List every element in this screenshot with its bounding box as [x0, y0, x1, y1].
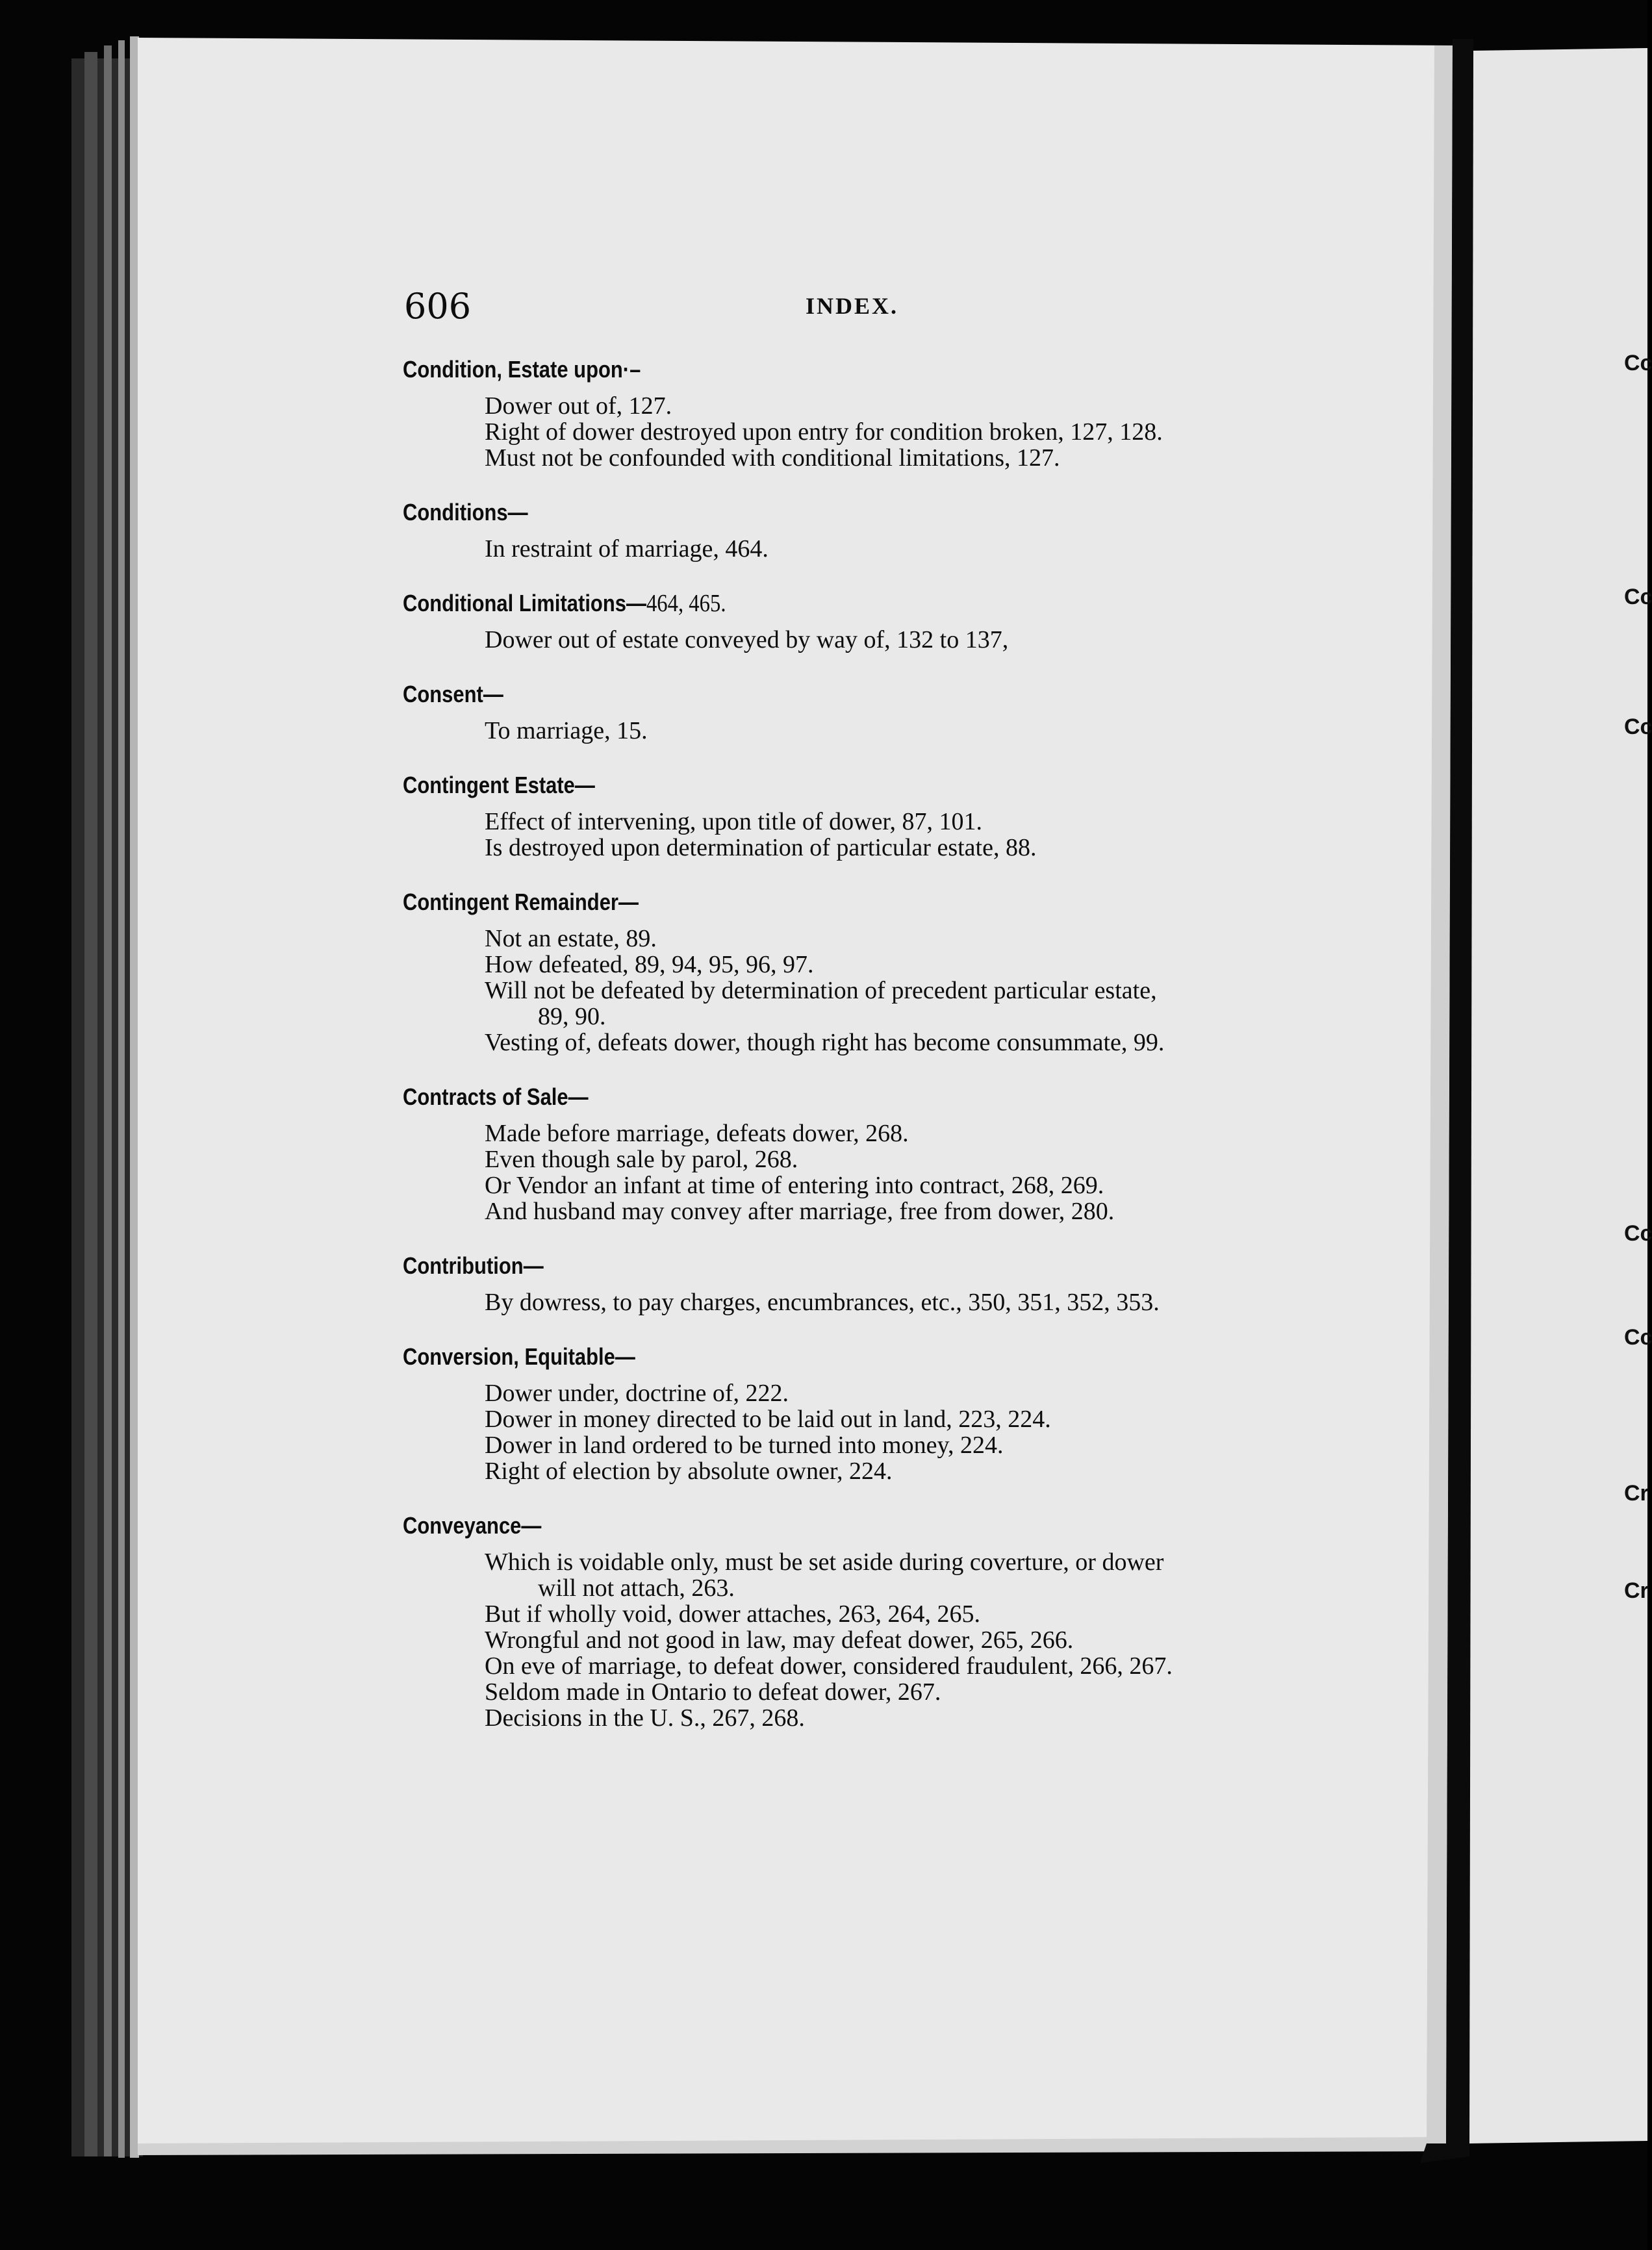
index-entry: [403, 1250, 1325, 1315]
entry-heading: [403, 679, 1196, 710]
entry-subentries: [485, 1549, 1325, 1731]
subentry-line: Vesting of, defeats dower, though right has become consummate, 99.: [485, 1029, 1165, 1056]
subentry-line: Even though sale by parol, 268.: [485, 1146, 798, 1173]
subentry-line: Or Vendor an infant at time of entering into contract, 268, 269.: [485, 1172, 1104, 1199]
entry-heading: [403, 588, 1196, 619]
subentry-line: Will not be defeated by determination of precedent particular estate,: [485, 977, 1157, 1004]
subentry-line: By dowress, to pay charges, encumbrances, etc., 350, 351, 352, 353.: [485, 1289, 1160, 1316]
entry-heading: [403, 887, 1196, 918]
next-page-heading-fragment: Cc: [1624, 1325, 1652, 1350]
entry-heading-text: Conversion, Equitable—: [403, 1343, 635, 1370]
index-entry: [403, 770, 1325, 861]
index-entry: [403, 1510, 1325, 1731]
index-entry: [403, 887, 1325, 1055]
entry-heading-text: Contracts of Sale—: [403, 1083, 589, 1110]
entry-heading-text: Contingent Estate—: [403, 772, 595, 798]
page-header: [403, 286, 1325, 331]
subentry-continuation: will not attach, 263.: [538, 1574, 735, 1602]
subentry-line: Dower out of, 127.: [485, 392, 672, 420]
subentry-line: Made before marriage, defeats dower, 268.: [485, 1120, 909, 1147]
subentry-line: Not an estate, 89.: [485, 925, 657, 952]
subentry-line: Dower under, doctrine of, 222.: [485, 1380, 789, 1407]
subentry-line: Dower in land ordered to be turned into money, 224.: [485, 1432, 1004, 1459]
index-entry: [403, 679, 1325, 744]
next-page-heading-fragment: Cc: [1624, 351, 1652, 375]
index-entry: [403, 1341, 1325, 1484]
entry-subentries: [485, 1120, 1325, 1224]
index-entry: [403, 1081, 1325, 1224]
subentry-line: On eve of marriage, to defeat dower, considered fraudulent, 266, 267.: [485, 1652, 1173, 1680]
subentry-line: How defeated, 89, 94, 95, 96, 97.: [485, 951, 814, 978]
right-page: [1469, 48, 1652, 2143]
entry-subentries: [485, 536, 1325, 562]
index-entries: [403, 354, 1325, 1757]
entry-heading: [403, 354, 1196, 385]
subentry-line: Which is voidable only, must be set aside during coverture, or dower: [485, 1548, 1164, 1576]
entry-heading: [403, 1250, 1196, 1282]
subentry-line: Dower out of estate conveyed by way of, 132 to 137,: [485, 626, 1009, 653]
subentry-line: In restraint of marriage, 464.: [485, 535, 769, 562]
subentry-line: Decisions in the U. S., 267, 268.: [485, 1704, 805, 1732]
entry-heading-text: Condition, Estate upon·–: [403, 356, 641, 383]
entry-heading-text: Conditional Limitations—: [403, 590, 646, 616]
subentry-line: Dower in money directed to be laid out in land, 223, 224.: [485, 1406, 1051, 1433]
entry-heading-text: Conveyance—: [403, 1512, 542, 1539]
entry-heading: [403, 1081, 1196, 1113]
index-entry: [403, 497, 1325, 562]
subentry-line: Seldom made in Ontario to defeat dower, 267.: [485, 1678, 941, 1706]
entry-subentries: [485, 1289, 1325, 1315]
subentry-line: Is destroyed upon determination of particular estate, 88.: [485, 834, 1037, 861]
entry-heading-text: Contingent Remainder—: [403, 889, 639, 915]
entry-subentries: [485, 627, 1325, 653]
subentry-line: Wrongful and not good in law, may defeat dower, 265, 266.: [485, 1626, 1074, 1654]
entry-heading: [403, 1341, 1196, 1372]
entry-heading-text: Conditions—: [403, 499, 528, 525]
entry-heading-text: Contribution—: [403, 1252, 544, 1279]
entry-subentries: [485, 393, 1325, 471]
next-page-heading-fragment: Cr: [1624, 1578, 1649, 1603]
page-number: 606: [404, 286, 472, 327]
entry-subentries: [485, 718, 1325, 744]
entry-heading: [403, 1510, 1196, 1541]
next-page-heading-fragment: Cr: [1624, 1481, 1649, 1506]
subentry-line: Must not be confounded with conditional limitations, 127.: [485, 444, 1060, 472]
entry-heading: [403, 497, 1196, 528]
entry-subentries: [485, 926, 1325, 1055]
next-page-heading-fragment: Cc: [1624, 585, 1652, 609]
subentry-continuation: 89, 90.: [538, 1003, 606, 1030]
next-page-heading-fragment: Cc: [1624, 1221, 1652, 1246]
subentry-line: To marriage, 15.: [485, 717, 648, 744]
subentry-line: Right of election by absolute owner, 224.: [485, 1458, 893, 1485]
entry-subentries: [485, 809, 1325, 861]
subentry-line: Effect of intervening, upon title of dower, 87, 101.: [485, 808, 983, 835]
entry-subentries: [485, 1380, 1325, 1484]
entry-heading: [403, 770, 1196, 801]
index-entry: [403, 354, 1325, 471]
subentry-line: But if wholly void, dower attaches, 263, 264, 265.: [485, 1600, 981, 1628]
entry-heading-text: Consent—: [403, 681, 503, 707]
subentry-line: Right of dower destroyed upon entry for condition broken, 127, 128.: [485, 418, 1163, 446]
subentry-line: And husband may convey after marriage, free from dower, 280.: [485, 1198, 1115, 1225]
next-page-heading-fragment: Cc: [1624, 714, 1652, 739]
index-entry: [403, 588, 1325, 653]
entry-heading-pages: 464, 465.: [646, 590, 726, 617]
running-head: INDEX.: [806, 293, 899, 319]
